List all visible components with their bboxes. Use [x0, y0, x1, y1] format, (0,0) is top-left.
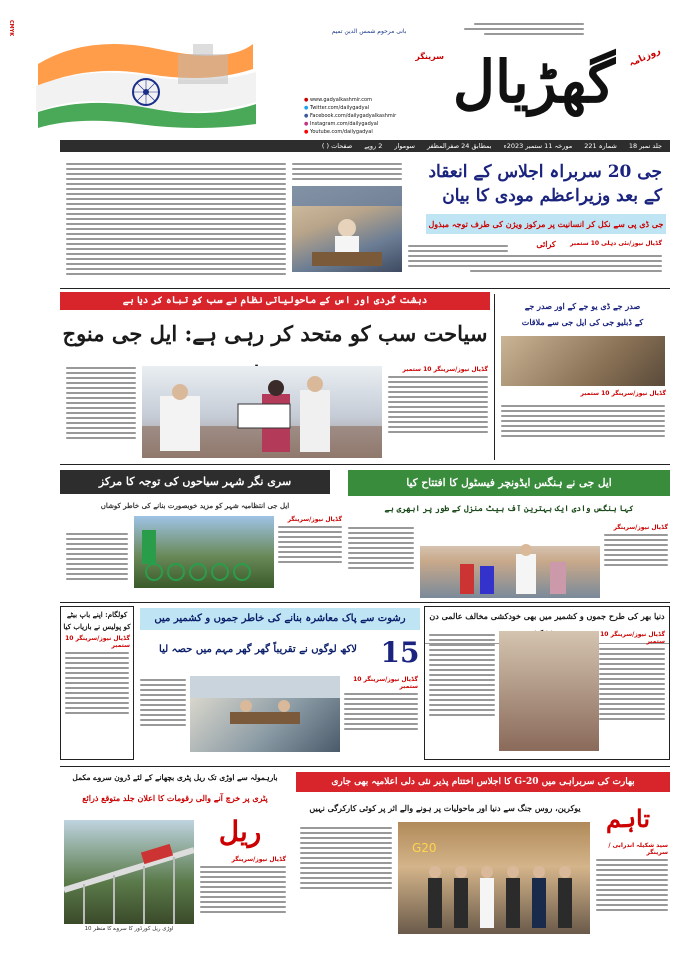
flag-art — [28, 24, 264, 128]
g20-delhi-headline: تاہم — [605, 804, 651, 833]
date: مورخہ 11 ستمبر 2023ء — [503, 142, 573, 150]
g20-body-cols — [66, 160, 286, 278]
divider — [60, 602, 670, 603]
g20-delhi-byline: سید شکیلہ اندرابی / سرینگر — [608, 842, 668, 856]
suicide-photo — [499, 631, 599, 751]
rail-subhead: پٹری پر خرچ آنے والی رقومات کا اعلان جلد متوقع ذرائع — [82, 793, 268, 803]
g20-delhi-subhead: یوکرین، روس جنگ سے دنیا اور ماحولیات پر ہونے والے اثر پر کوئی کارکرگی نہیں — [309, 803, 581, 813]
sinha-kicker: دہشت گردی اور اس کے ماحولیاتی نظام نے سب کو تباہ کر دیا ہے — [60, 292, 490, 310]
social-links — [304, 96, 414, 136]
g20-photo — [292, 186, 402, 272]
bribe-photo — [190, 676, 340, 752]
story-g20 — [60, 156, 670, 286]
g20-delhi-kicker: بھارت کی سربراہی میں G-20 کا اجلاس اختتام پذیر نئی دلی اعلامیہ بھی جاری — [296, 772, 670, 792]
bribe-headline-2: لاکھ لوگوں نے تقریباً گھر گھر مہم میں حصہ لیا — [159, 644, 357, 655]
srinagar-left-text — [66, 530, 128, 583]
hangas-left-text — [348, 524, 414, 572]
hangas-photo — [420, 524, 600, 598]
dateline-bar — [60, 140, 670, 152]
bribe-headline-1: رشوت سے پاک معاشرہ بنانے کی خاطر جموں و کشمیر میں — [140, 608, 420, 630]
bribe-left-text — [140, 676, 186, 729]
rail-byline: گڈیال نیوز/سرینگر — [231, 856, 286, 863]
twitter-link[interactable]: ● Twitter.com/dailygadyal — [304, 105, 370, 111]
srinagar-photo — [134, 516, 274, 588]
hijri-date: بمطابق 24 صفرالمظفر — [426, 142, 492, 150]
sinha-byline-block — [388, 366, 488, 436]
masthead-small-top — [454, 20, 584, 38]
suicide-byline: گڈیال نیوز/سرینگر 10 ستمبر — [600, 631, 665, 645]
sinha-photo — [142, 366, 382, 458]
president-body — [501, 402, 665, 440]
g20-headline: جی 20 سربراہ اجلاس کے انعقاد کے بعد وزیراعظم مودی کا بیان — [428, 162, 662, 206]
g20-subhead: جی ڈی پی سے نکل کر انسانیت پر مرکوز ویژن کی طرف توجہ مبذول کرائی — [426, 214, 666, 234]
masthead-title: گھڑیال — [452, 48, 616, 116]
police-headline: کولگام: اپنے باپ بیٹے کو پولیس نے بازیاب کیا — [63, 610, 131, 631]
srinagar-headline: سری نگر شہر سیاحوں کی توجہ کا مرکز — [60, 470, 330, 494]
rail-headline: ریل — [218, 815, 262, 848]
cmyk-mark: CMYK — [8, 20, 14, 37]
sinha-left-text — [66, 364, 136, 442]
rail-caption: اوڑی ریل کورڈور کا سروے کا منظر 10 — [84, 926, 174, 932]
g20-body-mid — [292, 160, 402, 183]
rail-right-text — [200, 856, 286, 916]
sinha-headline: سیاحت سب کو متحد کر رہی ہے: ایل جی منوج — [62, 321, 488, 346]
bribe-number: 15 — [380, 636, 420, 669]
hangas-subhead: کہا ہنگس وادی ایک بہترین آف بیٹ منزل کے طور پر ابھری ہے — [384, 503, 634, 513]
subtitle: سرینگر — [415, 52, 444, 61]
masthead-tagline: روزنامہ — [627, 46, 663, 70]
president-byline: گڈیال نیوز/سرینگر 10 ستمبر — [580, 390, 666, 397]
suicide-headline: دنیا بھر کی طرح جموں و کشمیر میں بھی خودکشی مخالف عالمی دن — [425, 607, 669, 644]
rail-photo — [64, 820, 194, 924]
bribe-byline: گڈیال نیوز/سرینگر 10 ستمبر — [353, 676, 418, 690]
g20-byline: گڈیال نیوز/نئی دہلی 10 ستمبر — [570, 240, 662, 247]
police-byline: گڈیال نیوز/سرینگر 10 ستمبر — [65, 635, 130, 649]
g20-delhi-right-text — [596, 842, 668, 914]
youtube-link[interactable]: ● Youtube.com/dailygadyal — [304, 129, 373, 135]
volume: جلد نمبر 18 — [628, 142, 662, 150]
story-suicide — [424, 606, 670, 760]
facebook-link[interactable]: ● Facebook.com/dailygadyalkashmir — [304, 113, 397, 119]
sinha-byline: گڈیال نیوز/سرینگر 10 ستمبر — [402, 366, 488, 373]
bribe-right-text — [344, 676, 418, 733]
rail-kicker: بارہمولہ سے اوڑی تک ریل پٹری بچھانے کے لئے ڈرون سروے مکمل — [72, 773, 278, 782]
day: سوموار — [394, 142, 415, 150]
suicide-col-left — [429, 631, 495, 719]
divider — [60, 766, 670, 767]
pages: صفحات ( ) — [321, 142, 353, 150]
hangas-byline: گڈیال نیوز/سرینگر — [613, 524, 668, 531]
instagram-link[interactable]: ● Instagram.com/dailygadyal — [304, 121, 379, 127]
story-president — [494, 294, 670, 460]
president-photo — [501, 336, 665, 386]
g20-delhi-left-text — [300, 824, 392, 892]
srinagar-byline: گڈیال نیوز/سرینگر — [287, 516, 342, 523]
srinagar-right-text — [278, 516, 342, 566]
price: 2 روپے — [364, 142, 383, 150]
divider — [60, 464, 670, 465]
srinagar-subhead: ایل جی انتظامیہ شہر کو مزید خوبصورت بنانے کی خاطر کوشاں — [100, 501, 290, 510]
president-headline: صدر جے ڈی یو جے کے اور صدر جے کے ڈبلیو جی کی ایل جی سے ملاقات — [521, 301, 644, 327]
story-police — [60, 606, 134, 760]
hangas-headline: ایل جی نے ہنگس ایڈونچر فیسٹول کا افتتاح کیا — [348, 470, 670, 496]
web-link[interactable]: ● www.gadyalkashmir.com — [304, 97, 372, 103]
founder-note: بانی مرحوم شمس الدین تمیم — [331, 28, 407, 35]
masthead — [14, 14, 670, 136]
divider — [60, 288, 670, 289]
hangas-right-text — [604, 524, 668, 569]
issue: شمارہ 221 — [584, 142, 617, 150]
suicide-col-right — [599, 631, 665, 723]
g20-delhi-photo — [398, 822, 590, 934]
g20-badge: G20 — [412, 841, 437, 855]
g20-body-right — [408, 242, 508, 270]
